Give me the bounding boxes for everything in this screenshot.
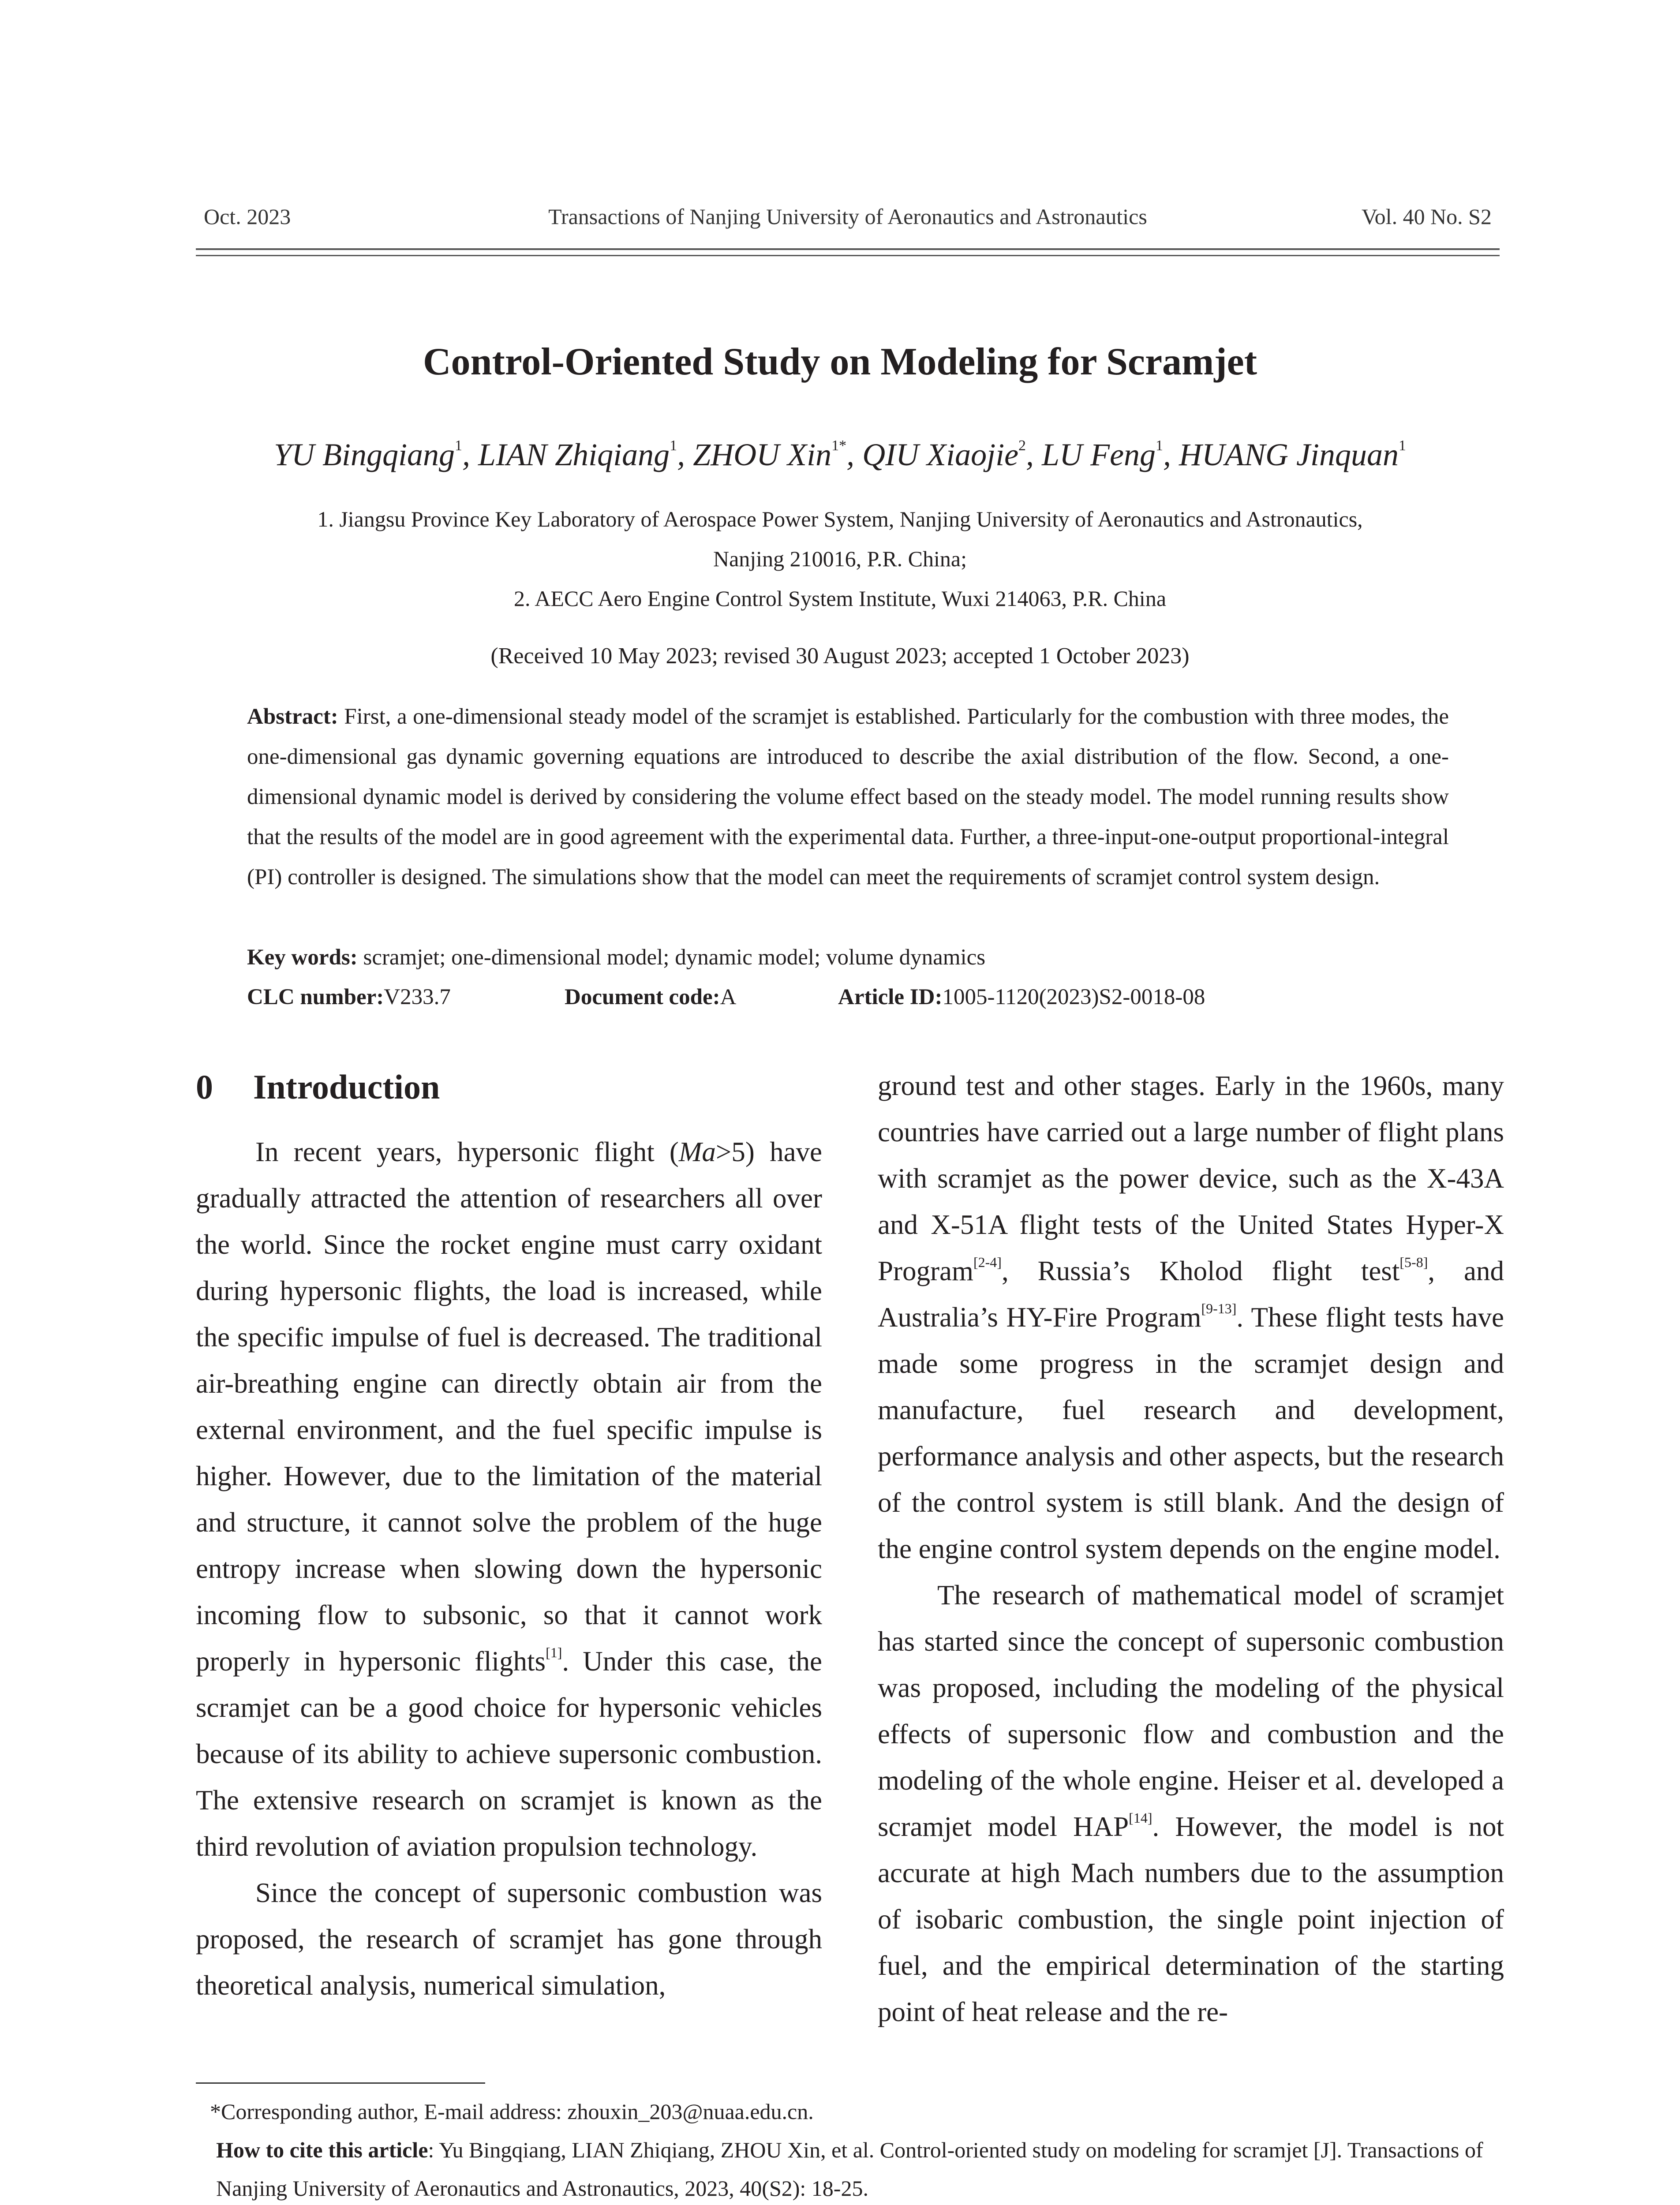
section-title: Introduction bbox=[253, 1068, 440, 1106]
author-affil-mark: 1 bbox=[670, 437, 677, 454]
footnote-rule bbox=[196, 2082, 485, 2084]
abstract-label: Abstract: bbox=[247, 704, 338, 729]
citation-ref: [1] bbox=[546, 1644, 562, 1660]
cite-label: How to cite this article bbox=[216, 2138, 428, 2162]
citation-ref: [2-4] bbox=[973, 1254, 1002, 1270]
citation-ref: [9-13] bbox=[1201, 1301, 1237, 1316]
author: YU Bingqiang bbox=[274, 437, 455, 472]
abstract bbox=[247, 697, 1449, 897]
paragraph bbox=[878, 1063, 1504, 1572]
header-rule-top bbox=[196, 248, 1500, 250]
article-id-label: Article ID: bbox=[838, 985, 943, 1009]
paragraph bbox=[196, 1129, 822, 1870]
author-affil-mark: 1 bbox=[1156, 437, 1164, 454]
text-run: . However, the model is not accurate at high Mach numbers due to the assumption of isobaric combustion, the single point injection of fuel, and the empirical determination of the starting point of heat release and the re- bbox=[878, 1811, 1504, 2027]
text-run: In recent years, hypersonic flight ( bbox=[255, 1136, 679, 1167]
text-run: . Under this case, the scramjet can be a good choice for hypersonic vehicles because of its ability to achieve supersonic combustion. The extensive research on scramjet is known as the third revolution of aviation propulsion technology. bbox=[196, 1646, 822, 1862]
author: HUANG Jinquan bbox=[1179, 437, 1399, 472]
running-header bbox=[196, 204, 1500, 243]
right-column bbox=[878, 1063, 1504, 2035]
citation-ref: [14] bbox=[1129, 1810, 1152, 1826]
paragraph bbox=[878, 1572, 1504, 2035]
text-run: . These flight tests have made some progress in the scramjet design and manufacture, fuel research and development, performance analysis and other aspects, but the research of the control system is still blank. And the design of the engine control system depends on the engine model. bbox=[878, 1302, 1504, 1564]
abstract-text: First, a one-dimensional steady model of the scramjet is established. Particularly for the combustion with three modes, the one-dimensional gas dynamic governing equations are introduced to describe the axial distribution of the flow. Second, a one-dimensional dynamic model is derived by considering the volume effect based on the steady model. The model running results show that the results of the model are in good agreement with the experimental data. Further, a three-input-one-output proportional-integral (PI) controller is designed. The simulations show that the model can meet the requirements of scramjet control system design. bbox=[247, 704, 1449, 889]
text-run: ground test and other stages. Early in the 1960s, many countries have carried out a large number of flight plans with scramjet as the power device, such as the X-43A and X-51A flight tests of the United States Hyper-X Program bbox=[878, 1070, 1504, 1286]
doc-label: Document code: bbox=[565, 985, 720, 1009]
author: LIAN Zhiqiang bbox=[478, 437, 670, 472]
footnotes bbox=[210, 2093, 1502, 2205]
citation-ref: [5-8] bbox=[1399, 1254, 1428, 1270]
text-run: >5) have gradually attracted the attention of researchers all over the world. Since the rocket engine must carry oxidant during hypersonic flights, the load is increased, while the specific impulse of fuel is decreased. The traditional air-breathing engine can directly obtain air from the external environment, and the fuel specific impulse is higher. However, due to the limitation of the material and structure, it cannot solve the problem of the huge entropy increase when slowing down the hypersonic incoming flow to subsonic, so that it cannot work properly in hypersonic flights bbox=[196, 1136, 823, 1677]
paper-title: Control-Oriented Study on Modeling for Scramjet bbox=[423, 340, 1257, 383]
author: QIU Xiaojie bbox=[862, 437, 1019, 472]
paragraph: Since the concept of supersonic combustion was proposed, the research of scramjet has gone through theoretical analysis, numerical simulation, bbox=[196, 1877, 822, 2001]
article-id bbox=[838, 984, 1205, 1010]
text-run: , and Australia’s HY-Fire Program bbox=[878, 1256, 1504, 1333]
author-affil-mark: 1 bbox=[455, 437, 463, 454]
section-heading bbox=[196, 1067, 440, 1107]
author: LU Feng bbox=[1042, 437, 1156, 472]
clc-value: V233.7 bbox=[384, 985, 451, 1009]
author-affil-mark: 1 bbox=[1398, 437, 1406, 454]
math-symbol: Ma bbox=[678, 1136, 716, 1167]
corresponding-author: *Corresponding author, E-mail address: zhouxin_203@nuaa.edu.cn. bbox=[210, 2099, 814, 2124]
clc-label: CLC number: bbox=[247, 985, 384, 1009]
author-list: YU Bingqiang$^1$, LIAN Zhiqiang$^1$, ZHOU Xin$^{1*}$, QIU Xiaojie$^2$, LU Feng$^1$, HUANG Jinquan$^1$ bbox=[274, 437, 1406, 472]
received-dates: (Received 10 May 2023; revised 30 August 2023; accepted 1 October 2023) bbox=[490, 643, 1190, 669]
author: ZHOU Xin bbox=[693, 437, 832, 472]
author-affil-mark: 1* bbox=[831, 437, 847, 454]
journal-name: Transactions of Nanjing University of Aeronautics and Astronautics bbox=[548, 204, 1147, 229]
cite-text: : Yu Bingqiang, LIAN Zhiqiang, ZHOU Xin, et al. Control-oriented study on modeling for scramjet [J]. Transactions of Nanjing University of Aeronautics and Astronautics, 2023, 40(S2): 18-25. bbox=[216, 2138, 1483, 2201]
volume-number: Vol. 40 No. S2 bbox=[1362, 204, 1492, 229]
author-affil-mark: 2 bbox=[1018, 437, 1026, 454]
article-id-value: 1005-1120(2023)S2-0018-08 bbox=[942, 985, 1205, 1009]
section-number: 0 bbox=[196, 1068, 213, 1106]
text-run: The research of mathematical model of scramjet has started since the concept of supersonic combustion was proposed, including the modeling of the physical effects of supersonic flow and combustion and the modeling of the whole engine. Heiser et al. developed a scramjet model HAP bbox=[878, 1580, 1504, 1842]
affiliation-1-city: Nanjing 210016, P.R. China; bbox=[713, 546, 967, 571]
text-run: , Russia’s Kholod flight test bbox=[1001, 1256, 1400, 1286]
document-code bbox=[565, 984, 737, 1010]
keywords-text: scramjet; one-dimensional model; dynamic model; volume dynamics bbox=[363, 945, 986, 970]
header-rule-bottom bbox=[196, 255, 1500, 256]
affiliation-1: 1. Jiangsu Province Key Laboratory of Aerospace Power System, Nanjing University of Aeronautics and Astronautics, bbox=[317, 507, 1363, 531]
citation-note bbox=[210, 2131, 1502, 2205]
keywords bbox=[247, 945, 1449, 970]
doc-value: A bbox=[720, 985, 737, 1009]
clc-number bbox=[247, 984, 451, 1010]
affiliation-2: 2. AECC Aero Engine Control System Institute, Wuxi 214063, P.R. China bbox=[513, 586, 1167, 611]
issue-date: Oct. 2023 bbox=[204, 204, 291, 229]
keywords-label: Key words: bbox=[247, 945, 358, 970]
left-column bbox=[196, 1129, 822, 2009]
